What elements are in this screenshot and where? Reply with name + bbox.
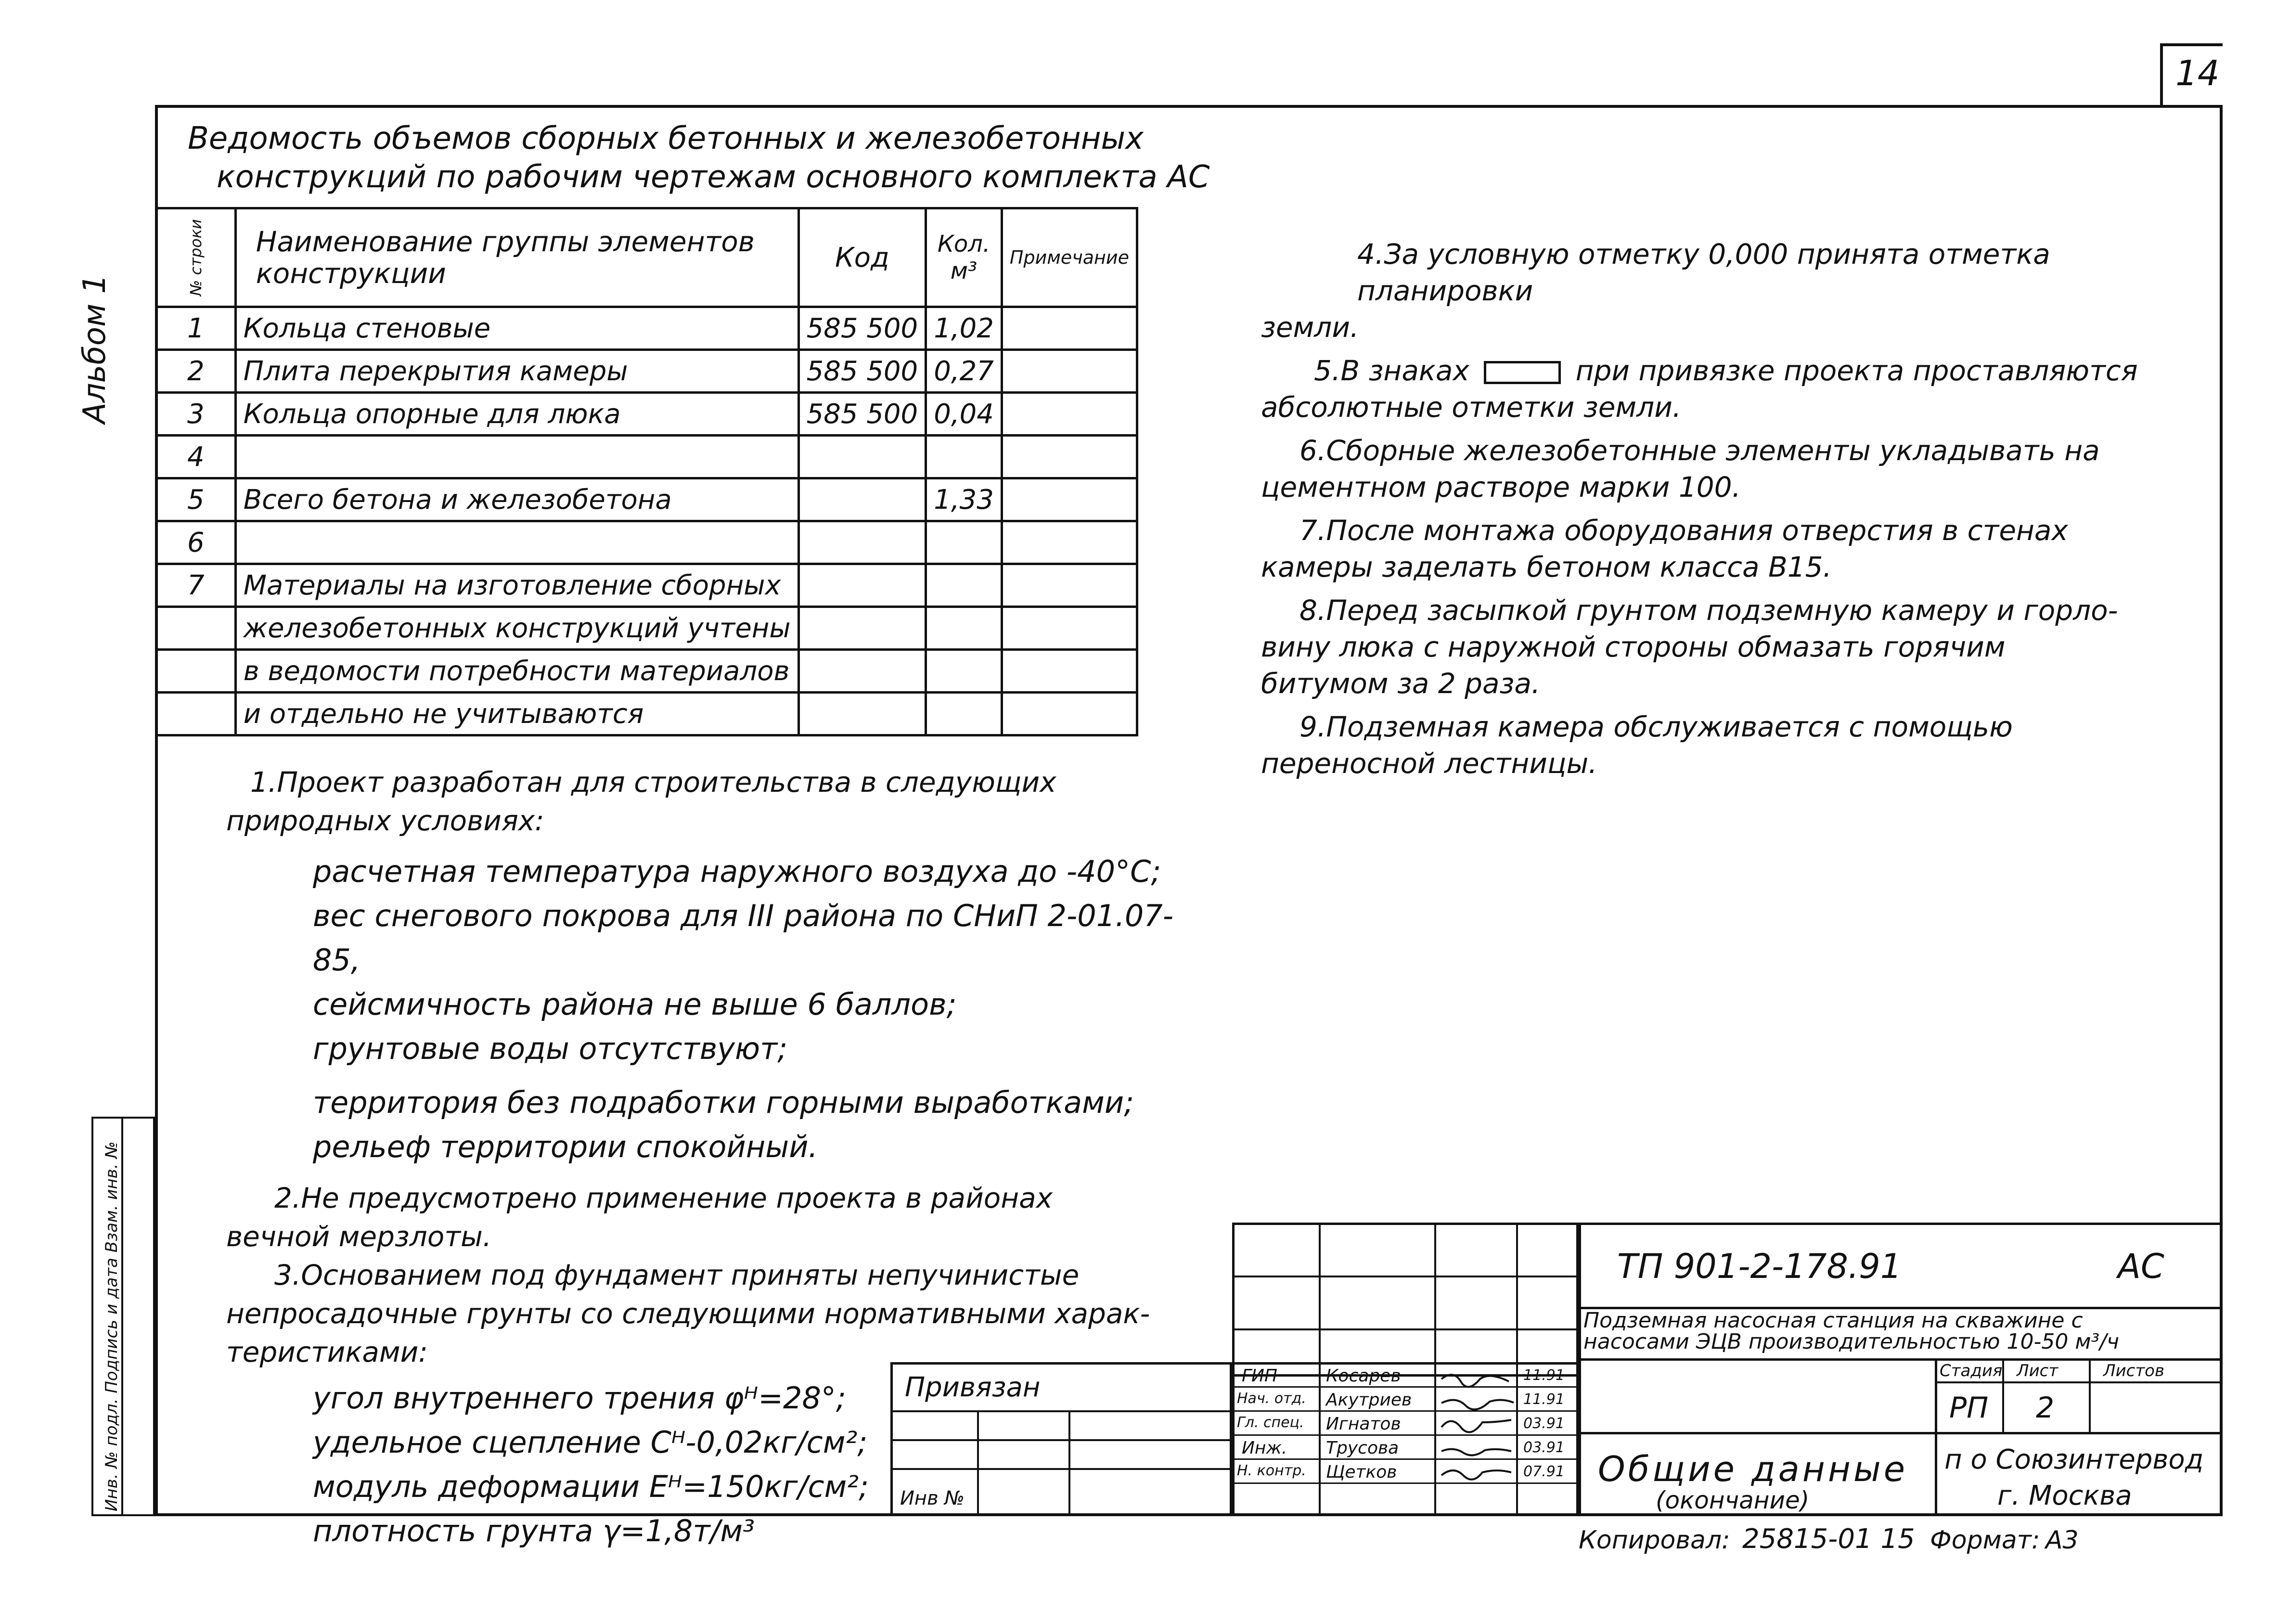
note-8-line2: вину люка с наружной стороны обмазать горячим (1261, 631, 2006, 663)
stage-value: РП (1949, 1391, 1989, 1425)
signature-mark (1441, 1400, 1514, 1409)
inv-no-label: Инв № (900, 1487, 965, 1509)
note-1-line1: 1.Проект разработан для строительства в следующих (250, 766, 1056, 799)
table-row: железобетонных конструкций учтены (156, 607, 1137, 650)
header-num: № строки (156, 208, 236, 307)
sheet-title-line1: Общие данные (1598, 1449, 1908, 1489)
side-stamp-text: Инв. № подл. Подпись и дата Взам. инв. № (102, 1141, 121, 1511)
note-3-item: угол внутреннего трения φᴴ=28°; (313, 1380, 846, 1416)
header-qty: Кол. м³ (926, 208, 1002, 307)
note-1-item: рельеф территории спокойный. (313, 1129, 818, 1164)
note-8-line1: 8.Перед засыпкой грунтом подземную камеру и горло- (1299, 594, 2118, 627)
sig-name: Игнатов (1326, 1414, 1401, 1434)
signature-mark (1441, 1420, 1511, 1432)
note-3-line1: 3.Основанием под фундамент приняты непучинистые (274, 1259, 1080, 1291)
table-row: и отдельно не учитываются (156, 693, 1137, 735)
signature-scribbles (1437, 1365, 1518, 1485)
copied-label: Копировал: (1579, 1526, 1730, 1555)
note-7-line1: 7.После монтажа оборудования отверстия в стенах (1299, 514, 2068, 547)
note-5-line1 (1261, 352, 2200, 389)
signature-mark (1441, 1470, 1511, 1480)
note-1-item: грунтовые воды отсутствуют; (313, 1031, 788, 1066)
object-name-line1: Подземная насосная станция на скважине с (1583, 1308, 2083, 1333)
note-5-line2: абсолютные отметки земли. (1261, 391, 1682, 424)
note-3-item: удельное сцепление Cᴴ-0,02кг/см²; (313, 1425, 868, 1460)
note-9-line1: 9.Подземная камера обслуживается с помощью (1299, 710, 2013, 743)
table-title-line1: Ведомость объемов сборных бетонных и железобетонных (188, 121, 1144, 156)
note-8-line3: битумом за 2 раза. (1261, 667, 1541, 700)
note-1-items (226, 850, 1213, 1169)
project-code: ТП 901-2-178.91 (1617, 1247, 1902, 1286)
signature-mark (1441, 1449, 1511, 1456)
header-note: Примечание (1002, 208, 1137, 307)
sig-date: 03.91 (1523, 1439, 1565, 1456)
table-row: 5 Всего бетона и железобетона 1,33 (156, 478, 1137, 521)
sig-name: Щетков (1326, 1462, 1397, 1482)
note-1-item: расчетная температура наружного воздуха до -40°С; (313, 854, 1161, 889)
side-stamp-divider (121, 1117, 123, 1516)
note-1-item: сейсмичность района не выше 6 баллов; (313, 987, 957, 1022)
sheet-value: 2 (2036, 1391, 2055, 1425)
table-header-row (156, 208, 1137, 307)
table-row: 7 Материалы на изготовление сборных (156, 564, 1137, 607)
note-1-item: вес снегового покрова для III района по СНиП 2-01.07-85, (313, 898, 1174, 978)
notes-right (1261, 236, 2200, 782)
table-row: 1 Кольца стеновые 585 500 1,02 (156, 307, 1137, 350)
org-line2: г. Москва (1997, 1480, 2132, 1511)
sig-role: Нач. отд. (1237, 1390, 1306, 1407)
sheets-label: Листов (2103, 1361, 2165, 1380)
mark-box-icon (1484, 361, 1561, 384)
table-row: в ведомости потребности материалов (156, 650, 1137, 693)
sig-role: Н. контр. (1237, 1462, 1306, 1479)
note-3-line3: теристиками: (226, 1336, 428, 1368)
table-title (188, 119, 1210, 196)
note-6-line1: 6.Сборные железобетонные элементы укладывать на (1299, 434, 2100, 467)
sig-date: 11.91 (1523, 1367, 1565, 1384)
note-3-item: модуль деформации Eᴴ=150кг/см²; (313, 1469, 869, 1504)
copied-value: 25815-01 15 (1742, 1523, 1915, 1555)
table-title-line2: конструкций по рабочим чертежам основного комплекта АС (217, 159, 1210, 195)
table-row: 6 (156, 521, 1137, 564)
table-row: 4 (156, 436, 1137, 478)
note-2-line1: 2.Не предусмотрено применение проекта в районах (274, 1182, 1053, 1214)
sig-date: 03.91 (1523, 1415, 1565, 1432)
album-label: Альбом 1 (77, 274, 113, 424)
note-1-line2: природных условиях: (226, 804, 544, 837)
note-6-line2: цементном растворе марки 100. (1261, 471, 1741, 503)
note-4-line1: 4.За условную отметку 0,000 принята отметка планировки (1357, 238, 2050, 307)
note-5-part2: при привязке проекта проставляются (1575, 354, 2138, 387)
header-name: Наименование группы элементов конструкции (235, 208, 798, 307)
note-2-line2: вечной мерзлоты. (226, 1220, 492, 1253)
object-name-line2: насосами ЭЦВ производительностью 10-50 м³/ч (1583, 1329, 2120, 1354)
sheet-label: Лист (2017, 1361, 2058, 1380)
sig-date: 07.91 (1523, 1463, 1565, 1480)
note-4-line2: земли. (1261, 311, 1359, 344)
note-9-line2: переносной лестницы. (1261, 747, 1597, 780)
note-5-part1: 5.В знаках (1314, 354, 1469, 387)
table-row: 2 Плита перекрытия камеры 585 500 0,27 (156, 350, 1137, 393)
sig-role: Инж. (1242, 1438, 1287, 1458)
sheet-title-line2: (окончание) (1656, 1486, 1810, 1514)
sig-name: Трусова (1326, 1438, 1399, 1458)
section-code: АС (2118, 1247, 2164, 1286)
table-row: 3 Кольца опорные для люка 585 500 0,04 (156, 393, 1137, 436)
sig-name: Акутриев (1326, 1390, 1412, 1410)
note-1-item: территория без подработки горными выработками; (313, 1085, 1134, 1120)
sig-date: 11.91 (1523, 1391, 1565, 1408)
sig-role: Гл. спец. (1237, 1414, 1304, 1431)
privyazan-label: Привязан (905, 1372, 1041, 1403)
note-3-item: плотность грунта γ=1,8т/м³ (313, 1513, 755, 1548)
volume-table (155, 207, 1138, 736)
sig-role: ГИП (1242, 1366, 1278, 1386)
note-7-line2: камеры заделать бетоном класса В15. (1261, 551, 1832, 583)
stage-label: Стадия (1940, 1361, 2003, 1380)
signature-mark (1441, 1375, 1509, 1387)
format-label: Формат: (1930, 1526, 2040, 1555)
note-3-line2: непросадочные грунты со следующими нормативными харак- (226, 1297, 1150, 1330)
org-line1: п о Союзинтервод (1944, 1444, 2204, 1475)
format-value: А3 (2045, 1526, 2079, 1555)
header-code: Код (798, 208, 926, 307)
side-stamp (91, 1117, 155, 1516)
sheet-number: 14 (2175, 53, 2220, 93)
sig-name: Косарев (1326, 1366, 1401, 1386)
revisions-grid (1232, 1223, 1579, 1377)
